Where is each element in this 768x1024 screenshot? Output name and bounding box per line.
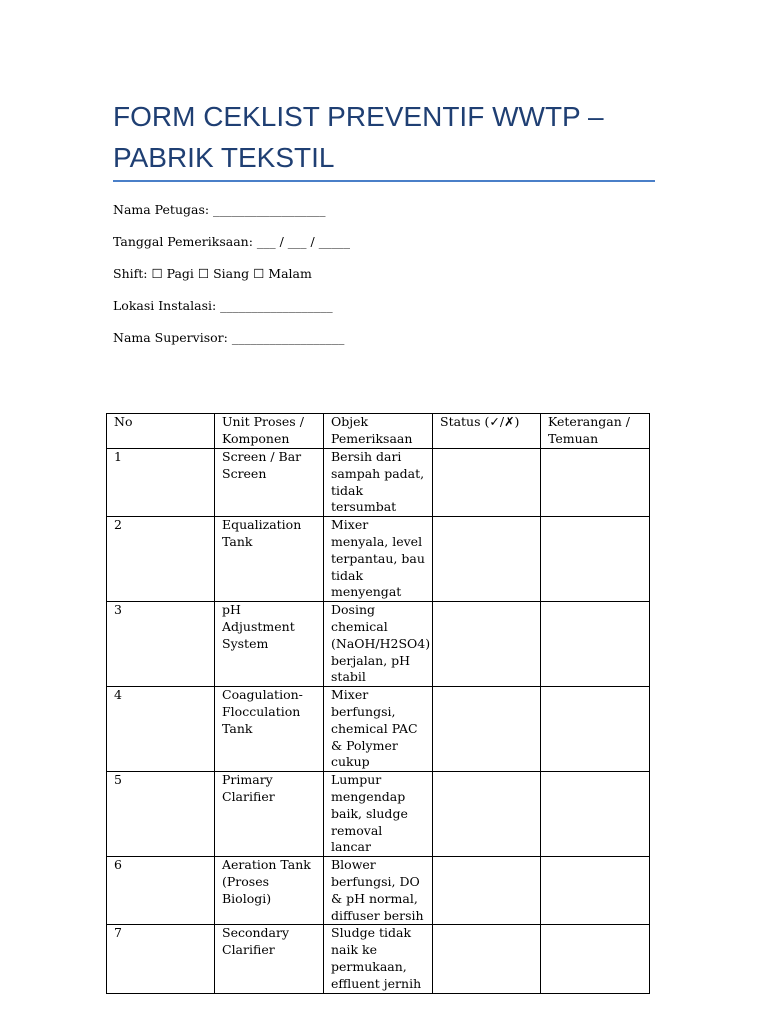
cell-unit: Equalization Tank xyxy=(215,517,324,602)
cell-status[interactable] xyxy=(433,772,541,857)
header-objek-pemeriksaan: Objek Pemeriksaan xyxy=(324,414,433,449)
table-row xyxy=(107,687,650,772)
table-row xyxy=(107,925,650,993)
field-tanggal-pemeriksaan: Tanggal Pemeriksaan: ___ / ___ / _____ xyxy=(113,234,350,249)
cell-unit: Primary Clarifier xyxy=(215,772,324,857)
cell-unit: Secondary Clarifier xyxy=(215,925,324,993)
cell-no: 1 xyxy=(107,449,215,517)
cell-keterangan[interactable] xyxy=(541,857,650,925)
cell-unit: Screen / Bar Screen xyxy=(215,449,324,517)
cell-keterangan[interactable] xyxy=(541,517,650,602)
field-shift: Shift: ☐ Pagi ☐ Siang ☐ Malam xyxy=(113,266,312,281)
cell-objek: Lumpur mengendap baik, sludge removal lancar xyxy=(324,772,433,857)
cell-status[interactable] xyxy=(433,449,541,517)
cell-objek: Blower berfungsi, DO & pH normal, diffuser bersih xyxy=(324,857,433,925)
field-nama-petugas: Nama Petugas: __________________ xyxy=(113,202,326,217)
checklist-table xyxy=(106,413,650,994)
table-header-row xyxy=(107,414,650,449)
cell-keterangan[interactable] xyxy=(541,772,650,857)
cell-objek: Bersih dari sampah padat, tidak tersumbat xyxy=(324,449,433,517)
cell-no: 5 xyxy=(107,772,215,857)
cell-unit: pH Adjustment System xyxy=(215,602,324,687)
cell-no: 3 xyxy=(107,602,215,687)
header-no: No xyxy=(107,414,215,449)
cell-objek: Sludge tidak naik ke permukaan, effluent jernih xyxy=(324,925,433,993)
cell-keterangan[interactable] xyxy=(541,449,650,517)
cell-no: 2 xyxy=(107,517,215,602)
cell-unit: Coagulation-Flocculation Tank xyxy=(215,687,324,772)
cell-objek: Mixer menyala, level terpantau, bau tidak menyengat xyxy=(324,517,433,602)
form-fields xyxy=(113,201,653,361)
cell-keterangan[interactable] xyxy=(541,925,650,993)
field-nama-supervisor: Nama Supervisor: __________________ xyxy=(113,330,345,345)
cell-no: 7 xyxy=(107,925,215,993)
cell-status[interactable] xyxy=(433,602,541,687)
header-keterangan: Keterangan / Temuan xyxy=(541,414,650,449)
cell-keterangan[interactable] xyxy=(541,687,650,772)
cell-unit: Aeration Tank (Proses Biologi) xyxy=(215,857,324,925)
table-row xyxy=(107,449,650,517)
cell-keterangan[interactable] xyxy=(541,602,650,687)
cell-status[interactable] xyxy=(433,925,541,993)
table-row xyxy=(107,772,650,857)
cell-objek: Dosing chemical (NaOH/H2SO4) berjalan, pH stabil xyxy=(324,602,433,687)
cell-no: 6 xyxy=(107,857,215,925)
table-row xyxy=(107,857,650,925)
header-unit-proses: Unit Proses / Komponen xyxy=(215,414,324,449)
header-status: Status (✓/✗) xyxy=(433,414,541,449)
cell-status[interactable] xyxy=(433,687,541,772)
table-row xyxy=(107,517,650,602)
field-lokasi-instalasi: Lokasi Instalasi: __________________ xyxy=(113,298,333,313)
cell-status[interactable] xyxy=(433,857,541,925)
title-divider xyxy=(113,180,655,182)
cell-status[interactable] xyxy=(433,517,541,602)
document-title: FORM CEKLIST PREVENTIF WWTP – PABRIK TEKSTIL xyxy=(113,101,604,173)
cell-objek: Mixer berfungsi, chemical PAC & Polymer cukup xyxy=(324,687,433,772)
cell-no: 4 xyxy=(107,687,215,772)
table-row xyxy=(107,602,650,687)
